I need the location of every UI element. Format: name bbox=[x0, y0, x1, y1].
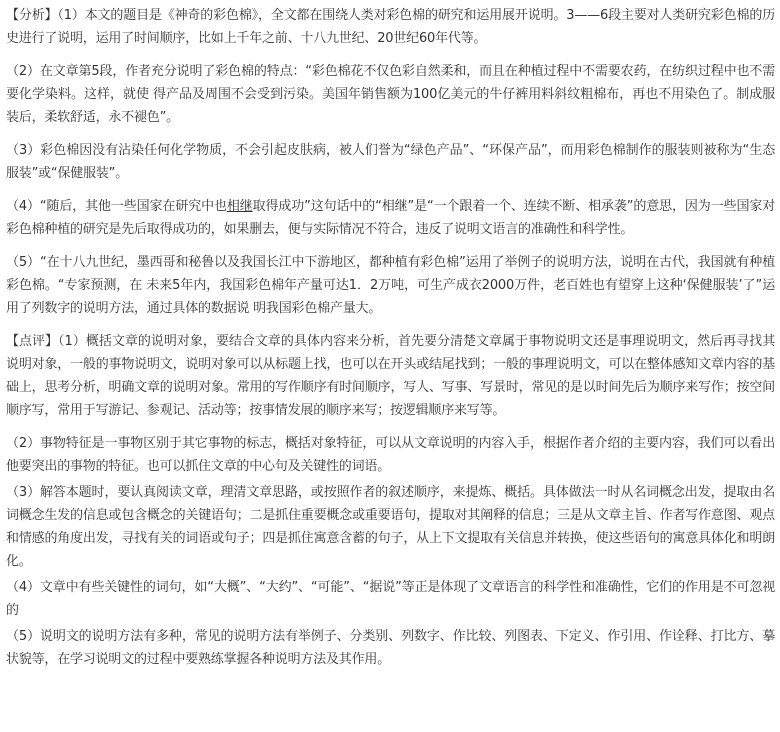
underlined-term: 相继 bbox=[226, 199, 253, 214]
comment-paragraph-5: （5）说明文的说明方法有多种，常见的说明方法有举例子、分类别、列数字、作比较、列图表、下定义、作引用、作诠释、打比方、摹状貌等，在学习说明文的过程中要熟练掌握各种说明方法及其作用。 bbox=[6, 629, 775, 667]
comment-paragraph-3: （3）解答本题时，要认真阅读文章，理清文章思路，或按照作者的叙述顺序，来提炼、概括。具体做法一时从名词概念出发，提取由名词概念生发的信息或包含概念的关键语句；二是抓住重要概念或重要语句，提取对其阐释的信息；三是从文章主旨、作者写作意图、观点和情感的角度出发，寻找有关的词语或句子；四是抓住寓意含蓄的句子，从上下文提取有关信息并转换，使这些语句的寓意具体化和明朗化。 bbox=[6, 485, 775, 569]
analysis-tag: 【分析】 bbox=[6, 8, 58, 23]
comment-paragraph-2: （2）事物特征是一事物区别于其它事物的标志，概括对象特征，可以从文章说明的内容入手，根据作者介绍的主要内容，我们可以看出他要突出的事物的特征。也可以抓住文章的中心句及关键性的词语。 bbox=[6, 436, 775, 474]
comment-paragraph-4: （4）文章中有些关键性的词句，如“大概”、“大约”、“可能”、“据说”等正是体现了文章语言的科学性和准确性，它们的作用是不可忽视的 bbox=[6, 580, 775, 618]
analysis-text-4a: （4）“随后，其他一些国家在研究中也 bbox=[6, 199, 227, 214]
analysis-paragraph-5: （5）“在十八九世纪，墨西哥和秘鲁以及我国长江中下游地区，都种植有彩色棉”运用了举例子的说明方法，说明在古代，我国就有种植彩色棉。“专家预测，在 未来5年内，我国彩色棉年产量可达1．2万吨，可生产成衣2000万件，老百姓也有望穿上这种‘保健服装’了”运用了列数字的说明方法，通过具体的数据说 明我国彩色棉产量大。 bbox=[6, 255, 775, 316]
comment-text-1: （1）概括文章的说明对象，要结合文章的具体内容来分析，首先要分清楚文章属于事物说明文还是事理说明文，然后再寻找其说明对象，一般的事物说明文，说明对象可以从标题上找，也可以在开头或结尾找到；一般的事理说明文，可以在整体感知文章内容的基础上，思考分析，明确文章的说明对象。常用的写作顺序有时间顺序，写人、写事、写景时，常见的是以时间先后为顺序来写作；按空间顺序写，常用于写游记、参观记、活动等；按事情发展的顺序来写；按逻辑顺序来写等。 bbox=[6, 334, 775, 418]
analysis-text-4b: 取得成功”这句话中的“相继”是“一个跟着一个、连续不断、相承袭”的意思，因为一些国家对彩色棉种植的研究是先后取得成功的，如果删去，便与实际情况不符合，违反了说明文语言的准确性和科学性。 bbox=[6, 199, 776, 237]
analysis-paragraph-2: （2）在文章第5段，作者充分说明了彩色棉的特点：“彩色棉花不仅色彩自然柔和，而且在种植过程中不需要农药，在纺织过程中也不需要化学染料。这样，就使 得产品及周围不会受到污染。美国年销售额为100亿美元的牛仔裤用料斜纹粗棉布，再也不用染色了。制成服装后，柔软舒适，永不褪色”。 bbox=[6, 64, 775, 125]
analysis-paragraph-4 bbox=[6, 195, 775, 241]
analysis-paragraph-3: （3）彩色棉因没有沾染任何化学物质，不会引起皮肤病，被人们誉为“绿色产品”、“环保产品”，而用彩色棉制作的服装则被称为“生态服装”或“保健服装”。 bbox=[6, 143, 775, 181]
analysis-text-1: （1）本文的题目是《神奇的彩色棉》，全文都在围绕人类对彩色棉的研究和运用展开说明。3——6段主要对人类研究彩色棉的历史进行了说明，运用了时间顺序，比如上千年之前、十八九世纪、20世纪60年代等。 bbox=[6, 8, 776, 46]
analysis-paragraph-1 bbox=[6, 4, 775, 50]
comment-tag: 【点评】 bbox=[6, 334, 59, 349]
comment-paragraph-1 bbox=[6, 330, 775, 422]
